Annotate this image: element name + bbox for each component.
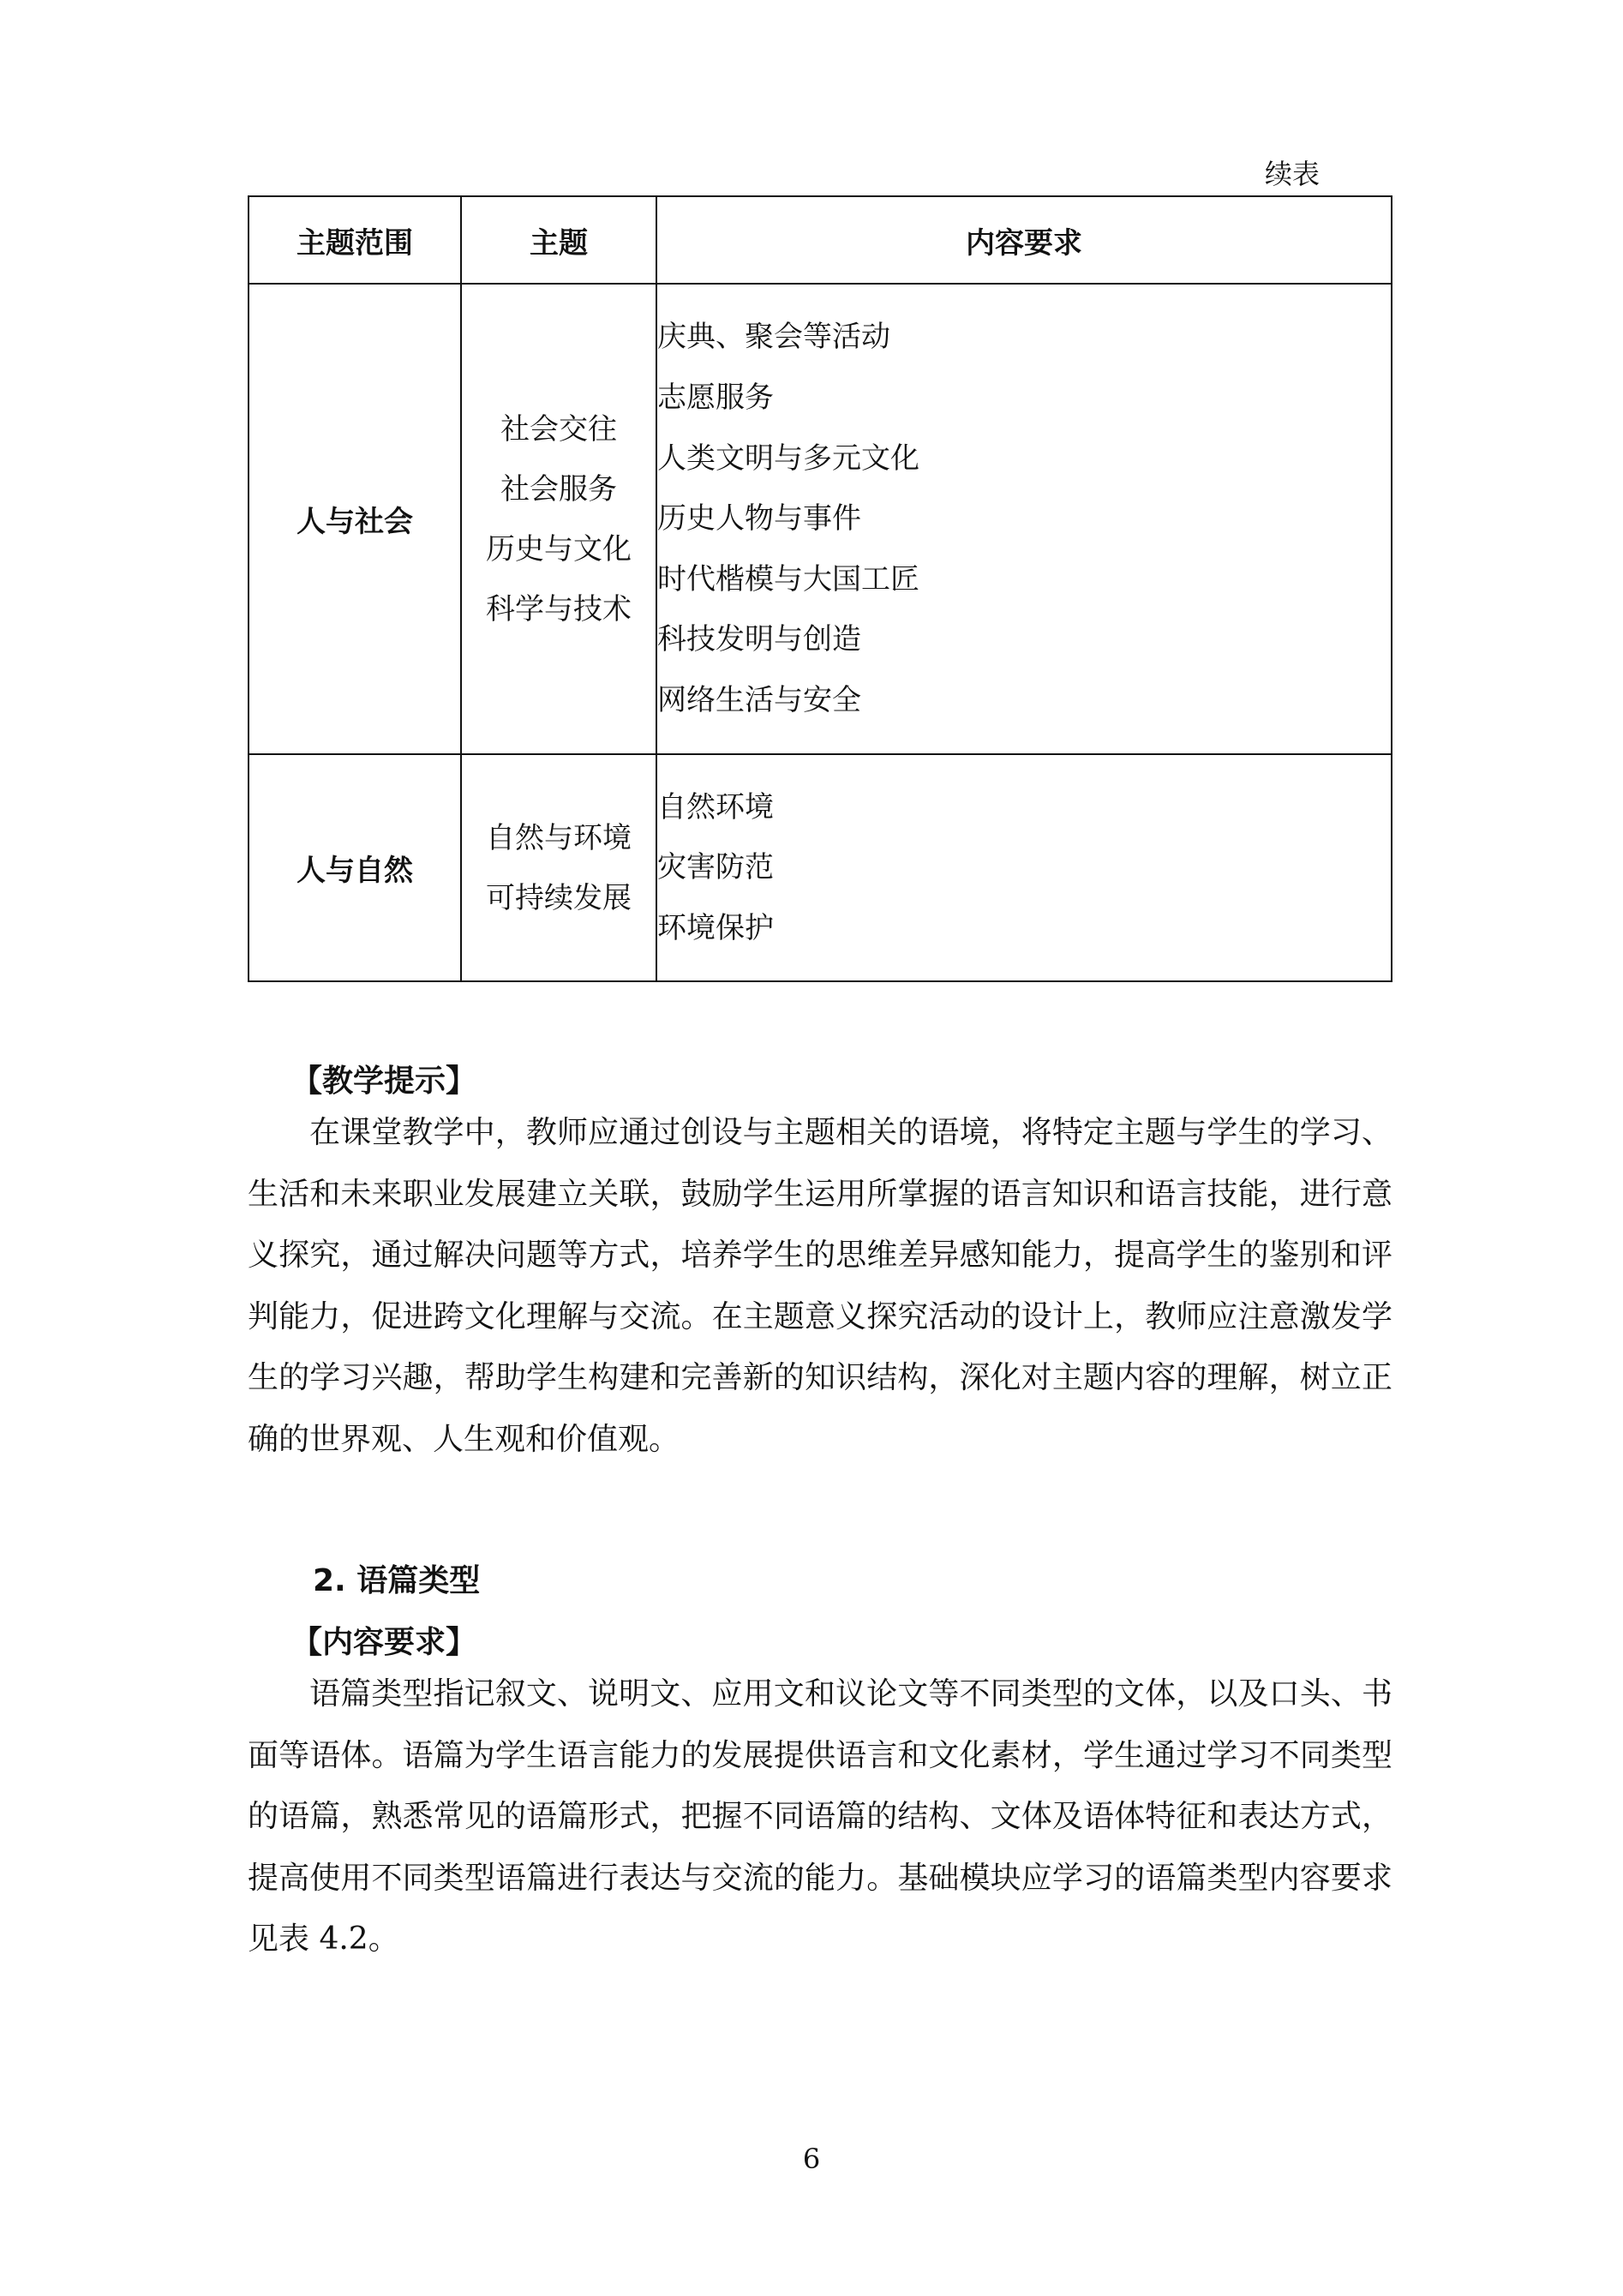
teaching-tip-paragraph: 在课堂教学中，教师应通过创设与主题相关的语境，将特定主题与学生的学习、生活和未来职业发展建立关联，鼓励学生运用所掌握的语言知识和语言技能，进行意义探究，通过解决问题等方式，培养学生的思维差异感知能力，提高学生的鉴别和评判能力，促进跨文化理解与交流。在主题意义探究活动的设计上，教师应注意激发学生的学习兴趣，帮助学生构建和完善新的知识结构，深化对主题内容的理解，树立正确的世界观、人生观和价值观。 xyxy=(248,1115,1392,1457)
topic-item: 科学与技术 xyxy=(486,591,632,626)
section-heading xyxy=(313,1556,480,1600)
header-content: 内容要求 xyxy=(656,196,1392,284)
topic-item: 自然与环境 xyxy=(486,820,632,855)
content-item: 人类文明与多元文化 xyxy=(657,441,919,476)
content-item: 科技发明与创造 xyxy=(657,622,861,657)
content-cell xyxy=(656,284,1392,754)
topic-item: 可持续发展 xyxy=(486,880,632,915)
topic-item: 历史与文化 xyxy=(486,531,632,567)
topic-cell xyxy=(461,754,656,981)
content-requirement-heading: 【内容要求】 xyxy=(291,1625,477,1660)
content-item: 网络生活与安全 xyxy=(657,682,861,717)
content-item: 自然环境 xyxy=(657,789,774,824)
section-number: 2. xyxy=(313,1563,346,1598)
topic-item: 社会服务 xyxy=(500,471,617,507)
table-header-row xyxy=(249,196,1392,284)
content-item: 时代楷模与大国工匠 xyxy=(657,561,919,596)
content-item: 灾害防范 xyxy=(657,850,774,885)
content-item: 历史人物与事件 xyxy=(657,501,861,537)
range-cell: 人与社会 xyxy=(249,284,461,754)
table-row xyxy=(249,284,1392,754)
range-cell: 人与自然 xyxy=(249,754,461,981)
header-topic: 主题 xyxy=(461,196,656,284)
continued-table-label: 续表 xyxy=(1264,158,1320,190)
page-number: 6 xyxy=(802,2143,821,2175)
section-title: 语篇类型 xyxy=(356,1563,481,1598)
topics-table xyxy=(248,195,1392,982)
content-cell xyxy=(656,754,1392,981)
table-row xyxy=(249,754,1392,981)
topic-cell xyxy=(461,284,656,754)
section-paragraph: 语篇类型指记叙文、说明文、应用文和议论文等不同类型的文体，以及口头、书面等语体。语篇为学生语言能力的发展提供语言和文化素材，学生通过学习不同类型的语篇，熟悉常见的语篇形式，把握不同语篇的结构、文体及语体特征和表达方式，提高使用不同类型语篇进行表达与交流的能力。基础模块应学习的语篇类型内容要求见表 4.2。 xyxy=(248,1676,1392,1957)
header-range: 主题范围 xyxy=(249,196,461,284)
content-item: 环境保护 xyxy=(657,910,774,945)
content-item: 庆典、聚会等活动 xyxy=(657,320,890,355)
content-item: 志愿服务 xyxy=(657,381,774,416)
topic-item: 社会交往 xyxy=(500,411,617,447)
teaching-tip-heading: 【教学提示】 xyxy=(291,1064,477,1099)
